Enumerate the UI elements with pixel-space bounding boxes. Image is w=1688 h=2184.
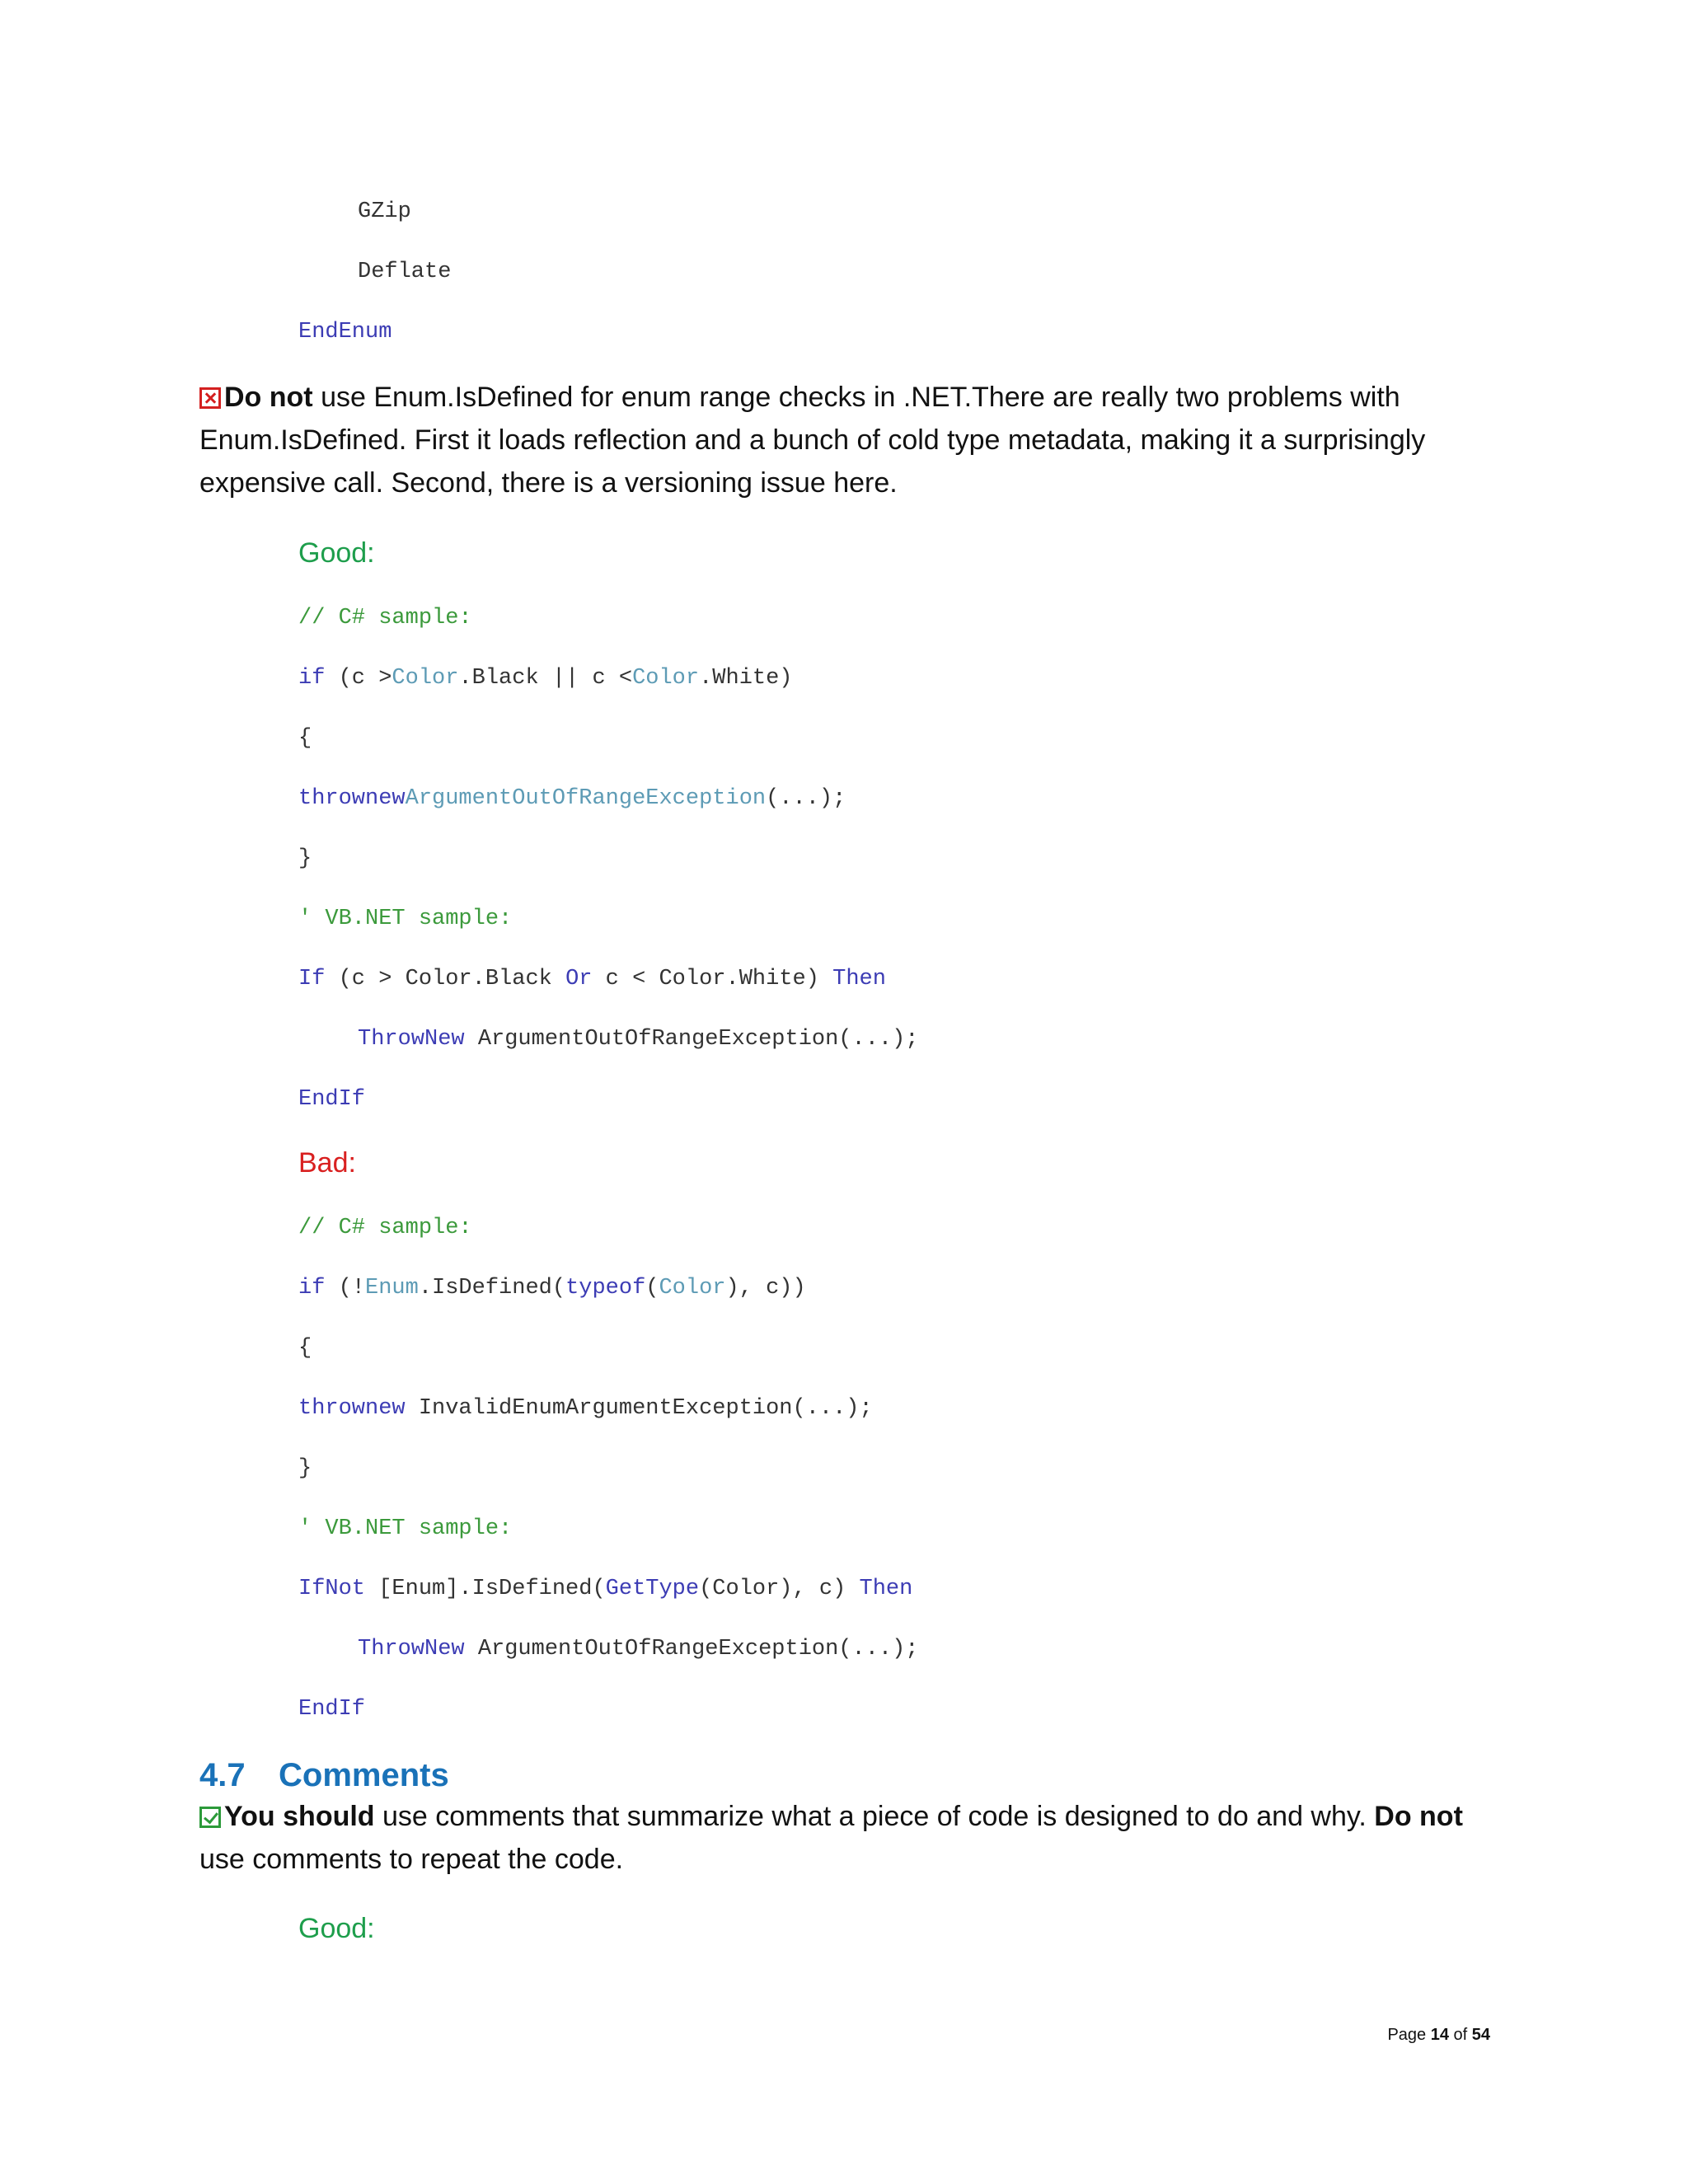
check-box-icon: [199, 1807, 221, 1828]
code-line: EndIf: [298, 1697, 366, 1722]
code-line: EndIf: [298, 1087, 366, 1112]
code-comment: ' VB.NET sample:: [298, 1516, 513, 1541]
rule-paragraph-enum-isdefined: Do not use Enum.IsDefined for enum range checks in .NET.There are really two problems with Enum.IsDefined. First it loads reflection and a bunch of cold type metadata, making it a surprisingly expensive call. Second, there is a versioning issue here.: [199, 382, 1426, 499]
code-comment: ' VB.NET sample:: [298, 907, 513, 931]
rule-paragraph-comments: You should use comments that summarize what a piece of code is designed to do and why. Do not use comments to repeat the code.: [199, 1801, 1463, 1875]
code-line: Deflate: [358, 260, 452, 284]
code-line: }: [298, 846, 312, 871]
code-line: {: [298, 726, 312, 751]
code-line: if (!Enum.IsDefined(typeof(Color), c)): [298, 1276, 806, 1301]
code-line: ThrowNew ArgumentOutOfRangeException(...);: [358, 1027, 919, 1052]
cross-box-icon: [199, 387, 221, 409]
code-line: if (c >Color.Black || c <Color.White): [298, 666, 793, 691]
code-line: thrownew InvalidEnumArgumentException(...);: [298, 1396, 873, 1421]
section-title: Comments: [279, 1757, 449, 1793]
page-number: Page 14 of 54: [1387, 2026, 1490, 2044]
code-line: GZip: [358, 199, 411, 224]
code-line: }: [298, 1456, 312, 1481]
good-label: Good:: [298, 1913, 375, 1944]
code-line: If (c > Color.Black Or c < Color.White) Then: [298, 967, 886, 991]
section-heading: [199, 1755, 449, 1795]
code-comment: // C# sample:: [298, 1216, 472, 1240]
section-number: 4.7: [199, 1757, 246, 1793]
rule-lead: You should: [224, 1801, 375, 1832]
code-line: ThrowNew ArgumentOutOfRangeException(...);: [358, 1637, 919, 1661]
good-label: Good:: [298, 537, 375, 569]
code-comment: // C# sample:: [298, 606, 472, 630]
bad-label: Bad:: [298, 1147, 356, 1179]
code-line: {: [298, 1336, 312, 1361]
code-line: thrownewArgumentOutOfRangeException(...);: [298, 786, 846, 811]
code-line: EndEnum: [298, 320, 392, 344]
rule-lead: Do not: [224, 382, 313, 413]
code-line: IfNot [Enum].IsDefined(GetType(Color), c) Then: [298, 1577, 913, 1601]
